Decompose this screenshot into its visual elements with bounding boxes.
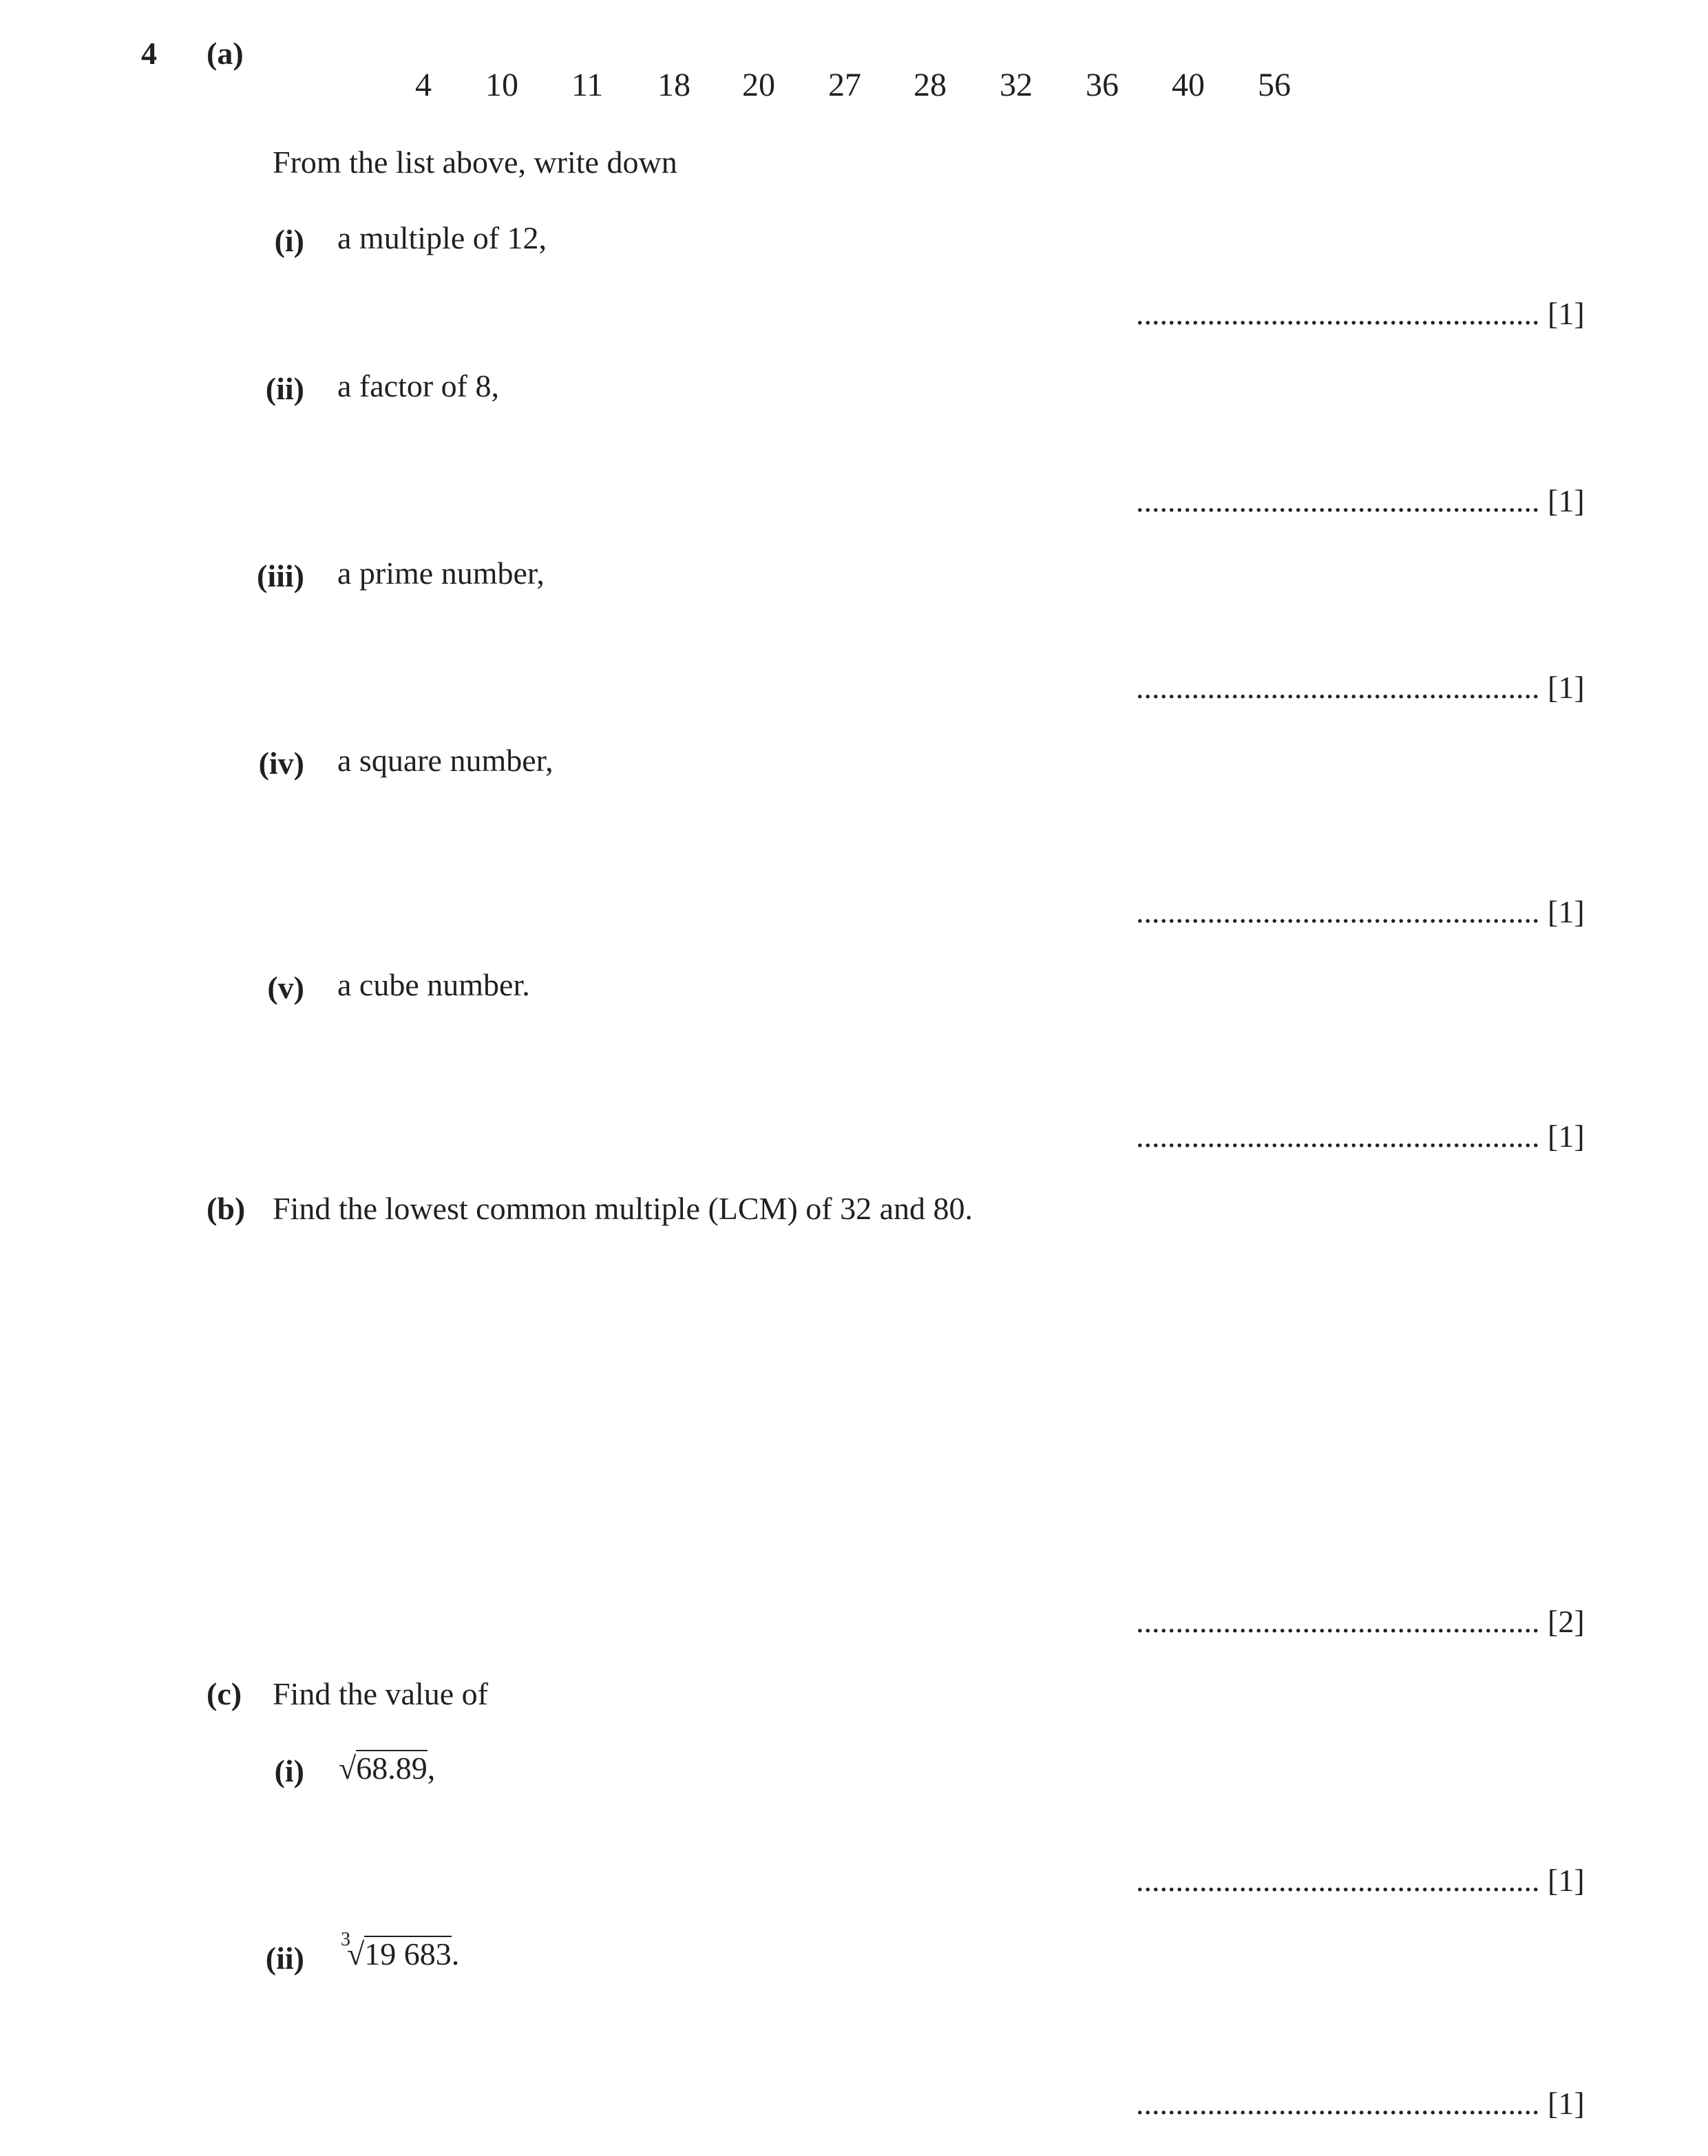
item-text: a factor of 8, — [337, 368, 499, 403]
marks: [1] — [1548, 1863, 1585, 1898]
marks: [1] — [1548, 894, 1585, 929]
part-c-text: Find the value of — [273, 1676, 488, 1711]
item-text: a square number, — [337, 743, 553, 778]
answer-line[interactable] — [1136, 896, 1585, 928]
root-index: 3 — [341, 1929, 350, 1950]
part-a-instruction: From the list above, write down — [273, 145, 677, 180]
list-number: 56 — [1258, 67, 1291, 103]
list-number: 28 — [914, 67, 947, 103]
answer-dots: ................................................... — [1136, 894, 1540, 929]
radicand: 19 683 — [364, 1936, 452, 1972]
part-b-label: (b) — [207, 1191, 246, 1226]
list-number: 18 — [657, 67, 690, 103]
item-label: (v) — [267, 970, 304, 1005]
part-a-label: (a) — [207, 36, 244, 71]
answer-line[interactable] — [1136, 2088, 1585, 2120]
answer-dots: ................................................... — [1136, 1119, 1540, 1154]
item-text: a prime number, — [337, 556, 545, 591]
list-number: 36 — [1086, 67, 1119, 103]
item-label: (i) — [274, 1753, 304, 1788]
expression-suffix: . — [451, 1936, 460, 1972]
list-number: 11 — [571, 67, 604, 103]
answer-dots: ................................................... — [1136, 2086, 1540, 2121]
list-number: 40 — [1172, 67, 1205, 103]
marks: [1] — [1548, 296, 1585, 331]
root-symbol: √ — [347, 1936, 365, 1972]
root-symbol: √ — [339, 1751, 357, 1786]
radicand: 68.89 — [356, 1751, 428, 1786]
marks: [2] — [1548, 1604, 1585, 1639]
list-number: 10 — [485, 67, 518, 103]
item-label: (ii) — [265, 371, 304, 406]
answer-line[interactable] — [1136, 1121, 1585, 1152]
answer-line[interactable] — [1136, 1865, 1585, 1896]
item-text: a multiple of 12, — [337, 220, 547, 255]
item-text: a cube number. — [337, 967, 530, 1002]
item-label: (i) — [274, 223, 304, 258]
item-label: (iv) — [258, 746, 304, 781]
answer-dots: ................................................... — [1136, 1604, 1540, 1639]
answer-dots: ................................................... — [1136, 670, 1540, 705]
item-label: (iii) — [257, 558, 304, 593]
answer-line[interactable] — [1136, 485, 1585, 517]
list-number: 20 — [742, 67, 775, 103]
marks: [1] — [1548, 483, 1585, 518]
part-b-text: Find the lowest common multiple (LCM) of 32 and 80. — [273, 1191, 973, 1226]
marks: [1] — [1548, 1119, 1585, 1154]
list-number: 4 — [415, 67, 432, 103]
list-number: 27 — [828, 67, 861, 103]
answer-dots: ................................................... — [1136, 296, 1540, 331]
question-number: 4 — [141, 36, 157, 71]
part-c-label: (c) — [207, 1676, 242, 1711]
answer-dots: ................................................... — [1136, 483, 1540, 518]
answer-line[interactable] — [1136, 298, 1585, 330]
answer-line[interactable] — [1136, 672, 1585, 704]
marks: [1] — [1548, 2086, 1585, 2121]
square-root-expression — [339, 1750, 435, 1784]
expression-suffix: , — [427, 1751, 436, 1786]
answer-line[interactable] — [1136, 1606, 1585, 1638]
list-number: 32 — [1000, 67, 1033, 103]
answer-dots: ................................................... — [1136, 1863, 1540, 1898]
cube-root-expression — [339, 1929, 460, 1972]
marks: [1] — [1548, 670, 1585, 705]
item-label: (ii) — [265, 1941, 304, 1976]
